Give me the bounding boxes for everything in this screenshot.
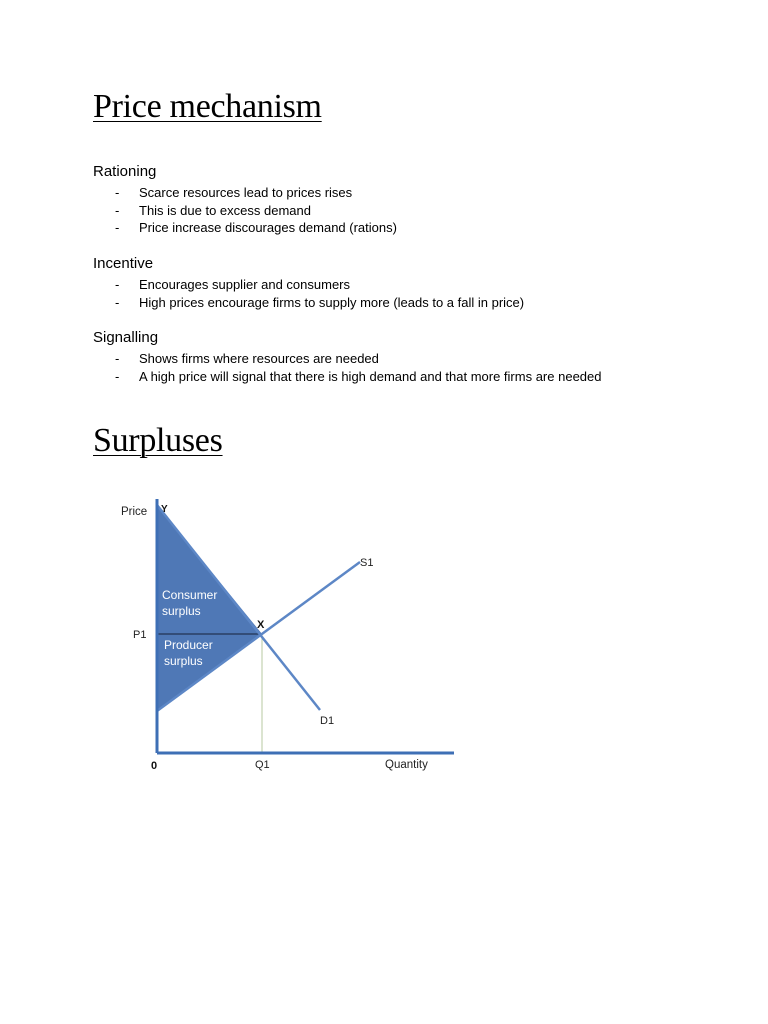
bullet-dash: - — [115, 185, 120, 200]
section-title-rationing: Rationing — [93, 163, 157, 180]
signalling-list — [93, 350, 601, 385]
origin-label: 0 — [151, 760, 158, 772]
list-item-text: A high price will signal that there is high demand and that more firms are needed — [139, 368, 602, 384]
producer-surplus-label-line1: Producer — [164, 638, 213, 652]
consumer-surplus-label-line2: surplus — [162, 604, 201, 618]
list-item-text: Encourages supplier and consumers — [139, 277, 351, 292]
surpluses-heading: Surpluses — [93, 422, 223, 459]
section-title-signalling: Signalling — [93, 329, 159, 346]
bullet-dash: - — [115, 277, 120, 292]
list-item — [93, 276, 524, 294]
list-item-text: High prices encourage firms to supply more (leads to a fall in price) — [139, 294, 525, 310]
supply-demand-diagram — [110, 495, 460, 780]
list-item — [93, 219, 397, 237]
bullet-dash: - — [115, 368, 120, 384]
list-item — [93, 368, 601, 386]
section-title-incentive: Incentive — [93, 255, 154, 272]
bullet-dash: - — [115, 294, 120, 310]
list-item-text: This is due to excess demand — [139, 202, 311, 218]
list-item — [93, 184, 397, 202]
list-item — [93, 202, 397, 220]
rationing-list — [93, 184, 397, 237]
list-item-text: Scarce resources lead to prices rises — [139, 185, 353, 200]
list-item-text: Shows firms where resources are needed — [139, 351, 379, 366]
x-axis-label: Quantity — [385, 759, 428, 771]
page-title: Price mechanism — [93, 88, 322, 125]
y-axis-label: Price — [121, 506, 148, 518]
bullet-dash: - — [115, 202, 120, 218]
price-label: P1 — [133, 629, 147, 641]
consumer-surplus-label-line1: Consumer — [162, 588, 218, 602]
point-y-label: Y — [161, 504, 168, 515]
incentive-list — [93, 276, 524, 311]
list-item — [93, 294, 524, 312]
list-item — [93, 350, 601, 368]
bullet-dash: - — [115, 351, 120, 366]
demand-label: D1 — [320, 715, 335, 727]
list-item-text: Price increase discourages demand (rations) — [139, 220, 397, 235]
supply-label: S1 — [360, 557, 374, 569]
quantity-label: Q1 — [255, 759, 270, 771]
point-x-label: X — [257, 619, 265, 631]
producer-surplus-label-line2: surplus — [164, 654, 203, 668]
bullet-dash: - — [115, 220, 120, 235]
